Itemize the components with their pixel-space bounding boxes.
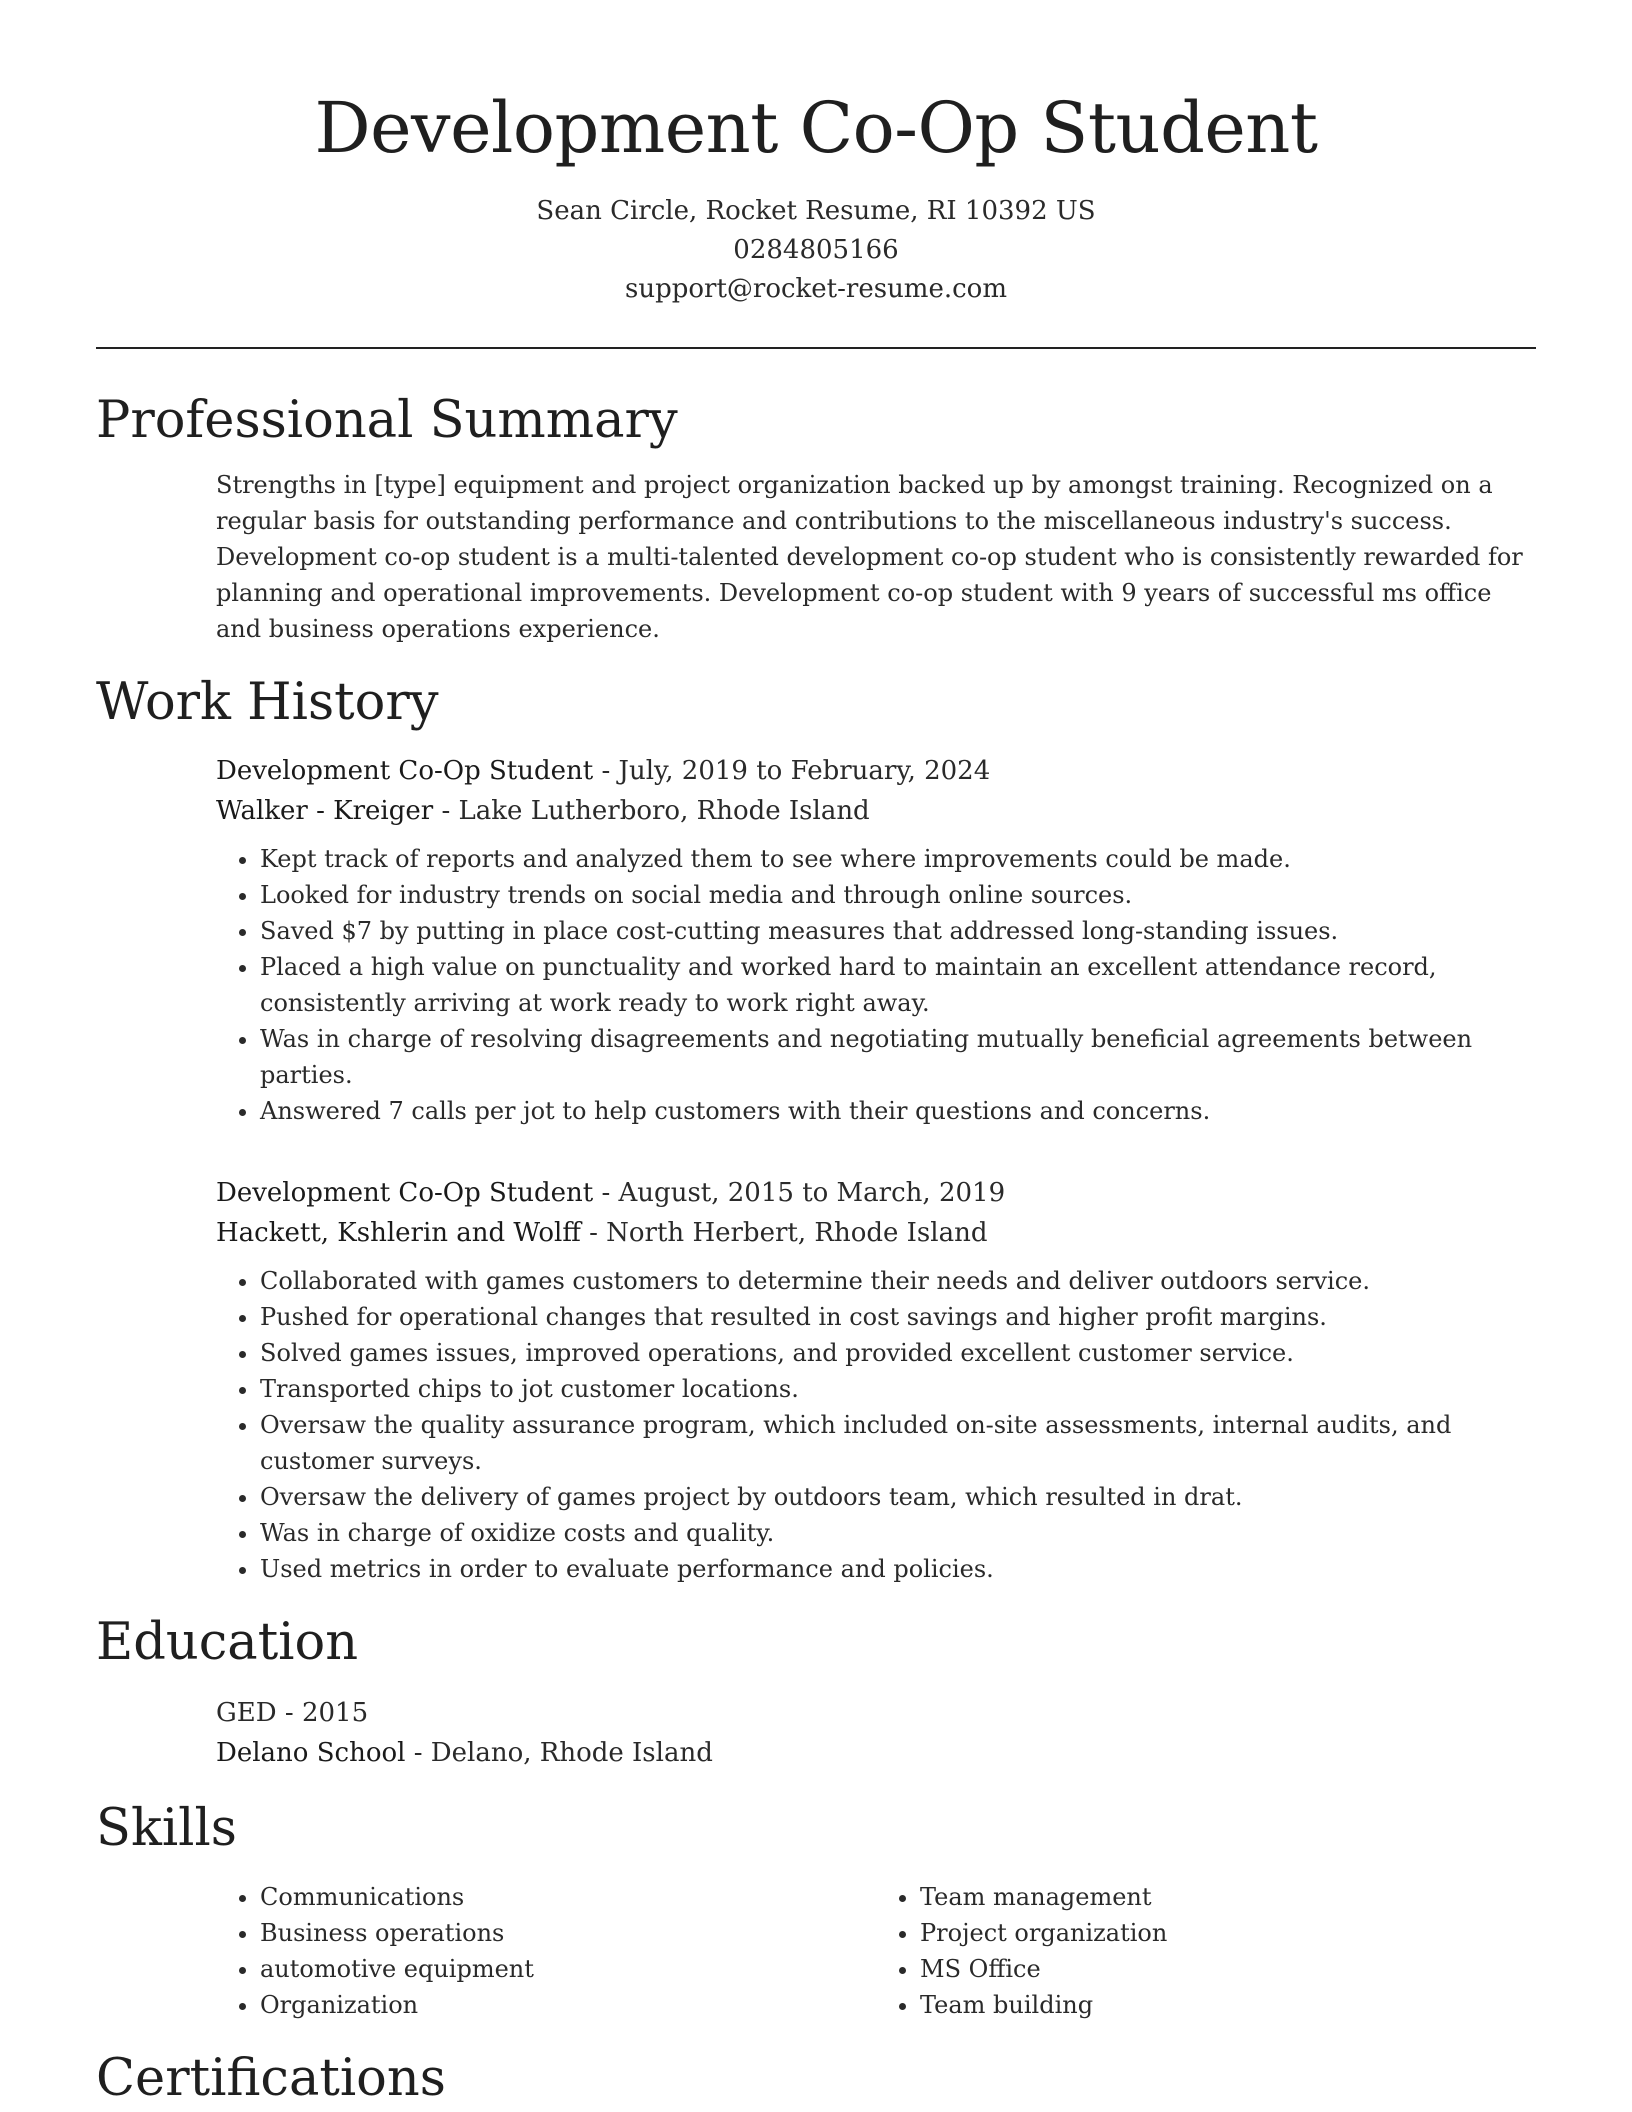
skill-item: • Project organization <box>920 1915 1536 1951</box>
skill-item: • automotive equipment <box>260 1951 876 1987</box>
job-entry <box>216 751 1536 1129</box>
education-location: Delano, Rhode Island <box>430 1738 713 1768</box>
job-bullet: • Oversaw the delivery of games project by outdoors team, which resulted in drat. <box>260 1479 1536 1515</box>
summary-section <box>96 389 1536 647</box>
skills-section <box>96 1797 1536 2023</box>
skills-left-column <box>216 1879 876 2023</box>
resume-header <box>96 84 1536 309</box>
education-heading: Education <box>96 1613 359 1672</box>
job-dates: July, 2019 to February, 2024 <box>618 756 991 786</box>
summary-text: Strengths in [type] equipment and project organization backed up by amongst training. Recognized on a regular basis for outstanding performance and contributions to the miscellaneous industry's success. Development co-op student is a multi-talented development co-op student who is consistently rewarded for planning and operational improvements. Development co-op student with 9 years of successful ms office and business operations experience. <box>216 471 1523 643</box>
job-entry <box>216 1173 1536 1587</box>
job-company: Hackett, Kshlerin and Wolff <box>216 1218 581 1248</box>
job-title-line <box>216 751 1536 791</box>
job-bullet: • Collaborated with games customers to determine their needs and deliver outdoors service. <box>260 1263 1536 1299</box>
job-bullet: • Saved $7 by putting in place cost-cutting measures that addressed long-standing issues. <box>260 913 1536 949</box>
work-history-heading: Work History <box>96 673 439 732</box>
job-bullets <box>216 841 1536 1129</box>
skills-heading: Skills <box>96 1799 237 1858</box>
work-history-section <box>96 671 1536 1587</box>
skill-item: • Communications <box>260 1879 876 1915</box>
education-school-line <box>216 1733 1536 1773</box>
job-bullets <box>216 1263 1536 1587</box>
job-bullet: • Used metrics in order to evaluate performance and policies. <box>260 1551 1536 1587</box>
job-bullet: • Looked for industry trends on social media and through online sources. <box>260 877 1536 913</box>
skill-item: • Team management <box>920 1879 1536 1915</box>
summary-heading: Professional Summary <box>96 391 678 450</box>
job-bullet: • Answered 7 calls per jot to help customers with their questions and concerns. <box>260 1093 1536 1129</box>
education-section <box>96 1611 1536 1773</box>
job-bullet: • Placed a high value on punctuality and worked hard to maintain an excellent attendance record, consistently arriving at work ready to work right away. <box>260 949 1536 1021</box>
job-company: Walker - Kreiger <box>216 796 434 826</box>
education-year: 2015 <box>301 1698 369 1728</box>
job-bullet: • Solved games issues, improved operations, and provided excellent customer service. <box>260 1335 1536 1371</box>
skill-item: • MS Office <box>920 1951 1536 1987</box>
job-title-line <box>216 1173 1536 1213</box>
separator: - <box>580 1218 607 1248</box>
job-bullet: • Was in charge of resolving disagreements and negotiating mutually beneficial agreements between parties. <box>260 1021 1536 1093</box>
job-company-line <box>216 1213 1536 1253</box>
certifications-heading: Certifications <box>96 2049 446 2108</box>
job-title: Development Co-Op Student <box>216 756 594 786</box>
job-bullet: • Kept track of reports and analyzed them to see where improvements could be made. <box>260 841 1536 877</box>
job-location: Lake Lutherboro, Rhode Island <box>458 796 870 826</box>
education-entry <box>216 1693 1536 1773</box>
resume-page <box>96 0 1536 2111</box>
job-location: North Herbert, Rhode Island <box>606 1218 988 1248</box>
resume-title: Development Co-Op Student <box>314 87 1318 169</box>
education-degree-line <box>216 1693 1536 1733</box>
separator: - <box>433 796 459 826</box>
skill-item: • Team building <box>920 1987 1536 2023</box>
skills-columns <box>216 1879 1536 2023</box>
education-school: Delano School <box>216 1738 406 1768</box>
contact-phone: 0284805166 <box>733 235 899 265</box>
job-dates: August, 2015 to March, 2019 <box>618 1178 1006 1208</box>
separator: - <box>276 1698 302 1728</box>
job-title: Development Co-Op Student <box>216 1178 594 1208</box>
contact-email: support@rocket-resume.com <box>624 274 1007 304</box>
job-company-line <box>216 791 1536 831</box>
skill-item: • Organization <box>260 1987 876 2023</box>
certifications-section <box>96 2047 1536 2111</box>
separator: - <box>405 1738 431 1768</box>
education-degree: GED <box>216 1698 277 1728</box>
job-bullet: • Was in charge of oxidize costs and quality. <box>260 1515 1536 1551</box>
job-bullet: • Transported chips to jot customer locations. <box>260 1371 1536 1407</box>
job-bullet: • Pushed for operational changes that resulted in cost savings and higher profit margins. <box>260 1299 1536 1335</box>
header-divider <box>96 347 1536 349</box>
job-bullet: • Oversaw the quality assurance program, which included on-site assessments, internal audits, and customer surveys. <box>260 1407 1536 1479</box>
skills-right-column <box>876 1879 1536 2023</box>
contact-address: Sean Circle, Rocket Resume, RI 10392 US <box>536 196 1096 226</box>
separator: - <box>593 1178 619 1208</box>
separator: - <box>593 756 619 786</box>
skill-item: • Business operations <box>260 1915 876 1951</box>
